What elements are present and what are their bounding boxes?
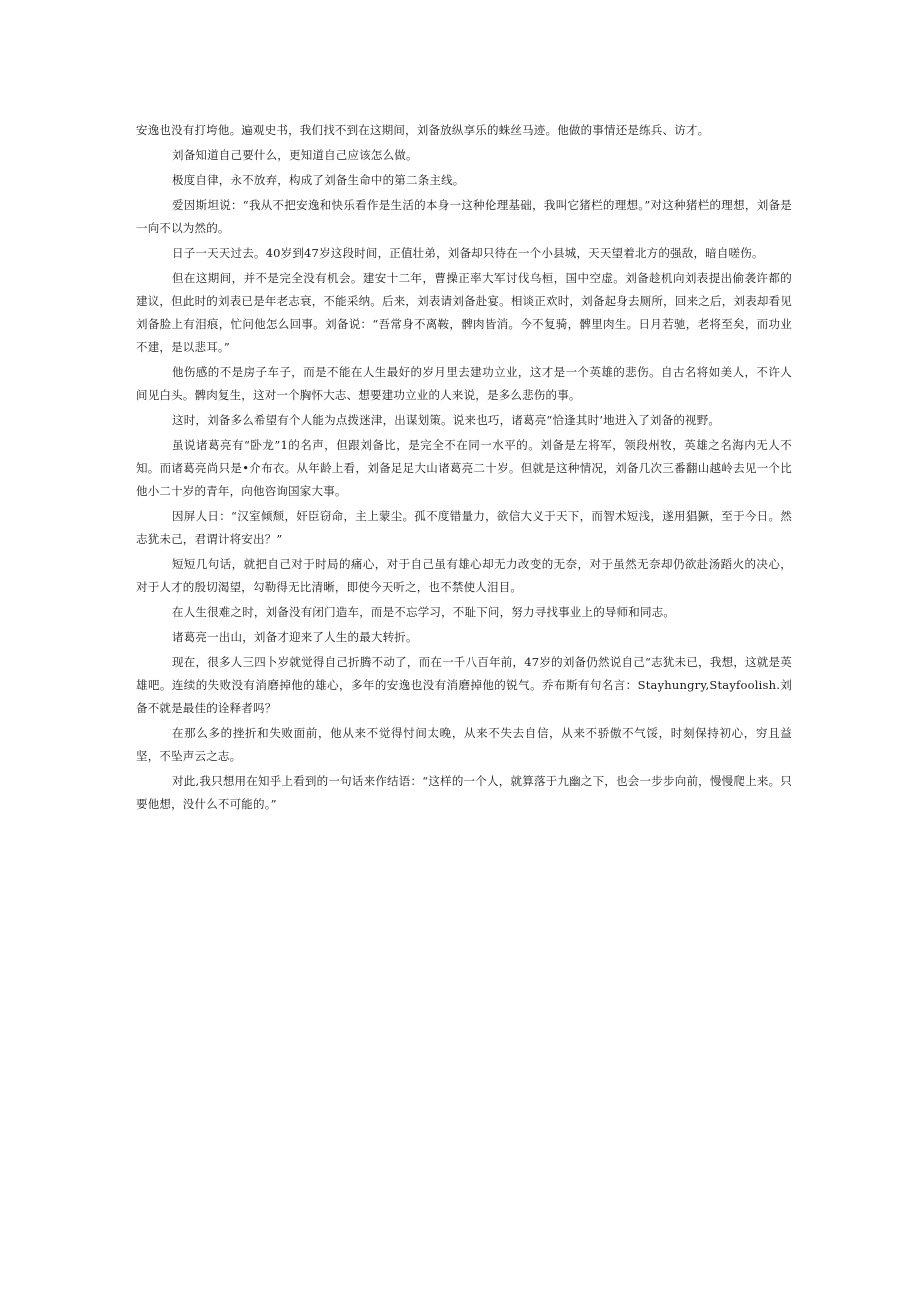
- paragraph-13: 诸葛亮一出山，刘备才迎来了人生的最大转折。: [172, 630, 418, 644]
- paragraph-9: 虽说诸葛亮有“卧龙”1的名声，但跟刘备比，是完全不在同一水平的。刘备是左将军，领段州牧，英雄之名海内无人不知。而诸葛亮尚只是•介布衣。从年龄上看，刘备足足大山诸葛亮二十岁。但就是这种情况，刘备几次三番翻山越岭去见一个比他小二十岁的青年，向他咨询国家大事。: [136, 438, 792, 498]
- document-body: [136, 119, 792, 818]
- paragraph-4: 爱因斯坦说：“我从不把安逸和快乐看作是生活的本身一这种伦理基础，我叫它猪栏的理想。”对这种猪栏的理想，刘备是一向不以为然的。: [136, 198, 792, 235]
- paragraph-10: 因屏人日：“汉室倾颓，奸臣窃命，主上蒙尘。孤不度错量力，欲信大义于天下，而智术短浅，遂用猖獗，至于今日。然志犹未己，君谓计将安出？”: [136, 509, 792, 546]
- paragraph-15: 在那么多的挫折和失败面前，他从来不觉得忖间太晚，从来不失去自信，从来不骄傲不气馁，时刻保持初心，穷且益坚，不坠声云之志。: [136, 726, 792, 763]
- paragraph-14: 现在，很多人三四卜岁就觉得自己折腾不动了，而在一千八百年前，47岁的刘备仍然说自己“志犹未已，我想，这就是英雄吧。连续的失败没有消磨掉他的雄心，多年的安逸也没有消磨掉他的锐气。乔布斯有句名言：Stayhungry,Stayfoolish.刘备不就是最佳的诠释者吗？: [136, 655, 792, 715]
- paragraph-6: 但在这期间，并不是完全没有机会。建安十二年，曹操正率大军讨伐乌桓，国中空虚。刘备趁机向刘表提出偷袭许都的建议，但此时的刘表已是年老志衰，不能采纳。后来，刘表请刘备赴宴。相谈正欢时，刘备起身去厕所，回来之后，刘表却看见刘备脸上有泪痕，忙问他怎么回事。刘备说：“吾常身不离鞍，髀肉皆消。今不复骑，髀里肉生。日月若驰，老将至矣，而功业不建，是以悲耳。”: [136, 271, 792, 354]
- paragraph-1: 安逸也没有打垮他。遍观史书，我们找不到在这期间，刘备放纵享乐的蛛丝马迹。他做的事情还是练兵、访才。: [136, 123, 710, 137]
- paragraph-2: 刘备知道自己要什么，更知道自己应该怎么做。: [172, 148, 418, 162]
- paragraph-16: 对此,我只想用在知乎上看到的一句话来作结语：“这样的一个人，就算落于九幽之下，也会一步步向前，慢慢爬上来。只要他想，没什么不可能的。”: [136, 774, 793, 811]
- paragraph-12: 在人生很难之时，刘备没有闭门造车，而是不忘学习，不耻下问，努力寻找事业上的导师和同志。: [172, 605, 676, 619]
- paragraph-3: 极度自律，永不放弃，构成了刘备生命中的第二条主线。: [172, 173, 465, 187]
- paragraph-8: 这时，刘备多么希望有个人能为点拨迷津，出谋划策。说来也巧，诸葛亮“恰逢其时’地进入了刘备的视野。: [172, 413, 721, 427]
- paragraph-11: 短短几句话，就把自己对于时局的痛心，对于自己虽有雄心却无力改变的无奈，对于虽然无奈却仍欲赴汤蹈火的决心，对于人才的殷切渴望，勾勒得无比清晰，即使今天听之，也不禁使人泪目。: [136, 557, 792, 594]
- paragraph-7: 他伤感的不是房子车子，而是不能在人生最好的岁月里去建功立业，这才是一个英雄的悲伤。自古名将如美人，不许人间见白头。髀肉复生，这对一个胸怀大志、想要建功立业的人来说，是多么悲伤的事。: [136, 365, 792, 402]
- paragraph-5: 日子一天天过去。40岁到47岁这段时间，正值壮弟，刘备却只待在一个小县城，天天望着北方的强敌，暗自嗟伤。: [172, 246, 764, 260]
